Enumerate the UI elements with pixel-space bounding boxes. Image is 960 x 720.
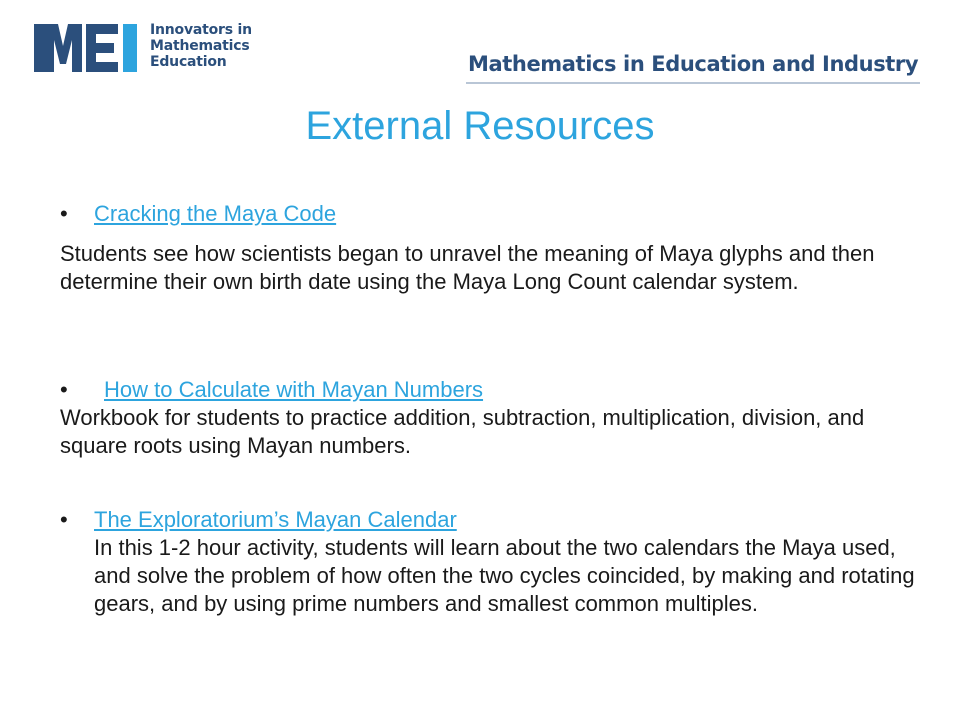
resource-link-3[interactable]: The Exploratorium’s Mayan Calendar bbox=[94, 507, 457, 532]
resource-item-3 bbox=[60, 506, 920, 618]
logo-line-3: Education bbox=[150, 54, 227, 70]
resource-item-2-heading bbox=[60, 376, 920, 404]
logo-line-1: Innovators in bbox=[150, 22, 252, 38]
resource-description-1: Students see how scientists began to unravel the meaning of Maya glyphs and then determine their own birth date using the Maya Long Count calendar system. bbox=[60, 241, 875, 294]
logo-line-2: Mathematics bbox=[150, 38, 250, 54]
bullet-icon: • bbox=[60, 377, 68, 402]
header-tagline: Mathematics in Education and Industry bbox=[468, 52, 919, 76]
page-title: External Resources bbox=[305, 104, 655, 148]
mei-logo-mark bbox=[34, 24, 142, 72]
resource-description-2: Workbook for students to practice addition, subtraction, multiplication, division, and square roots using Mayan numbers. bbox=[60, 405, 865, 458]
bullet-icon: • bbox=[60, 507, 68, 532]
resource-link-2[interactable]: How to Calculate with Mayan Numbers bbox=[104, 377, 484, 402]
logo-text bbox=[150, 22, 252, 70]
mei-logo bbox=[34, 24, 252, 72]
bullet-icon: • bbox=[60, 201, 68, 226]
resource-item-3-heading bbox=[60, 506, 920, 534]
slide-header bbox=[0, 0, 960, 90]
resource-item-1 bbox=[60, 200, 336, 228]
resource-link-1[interactable]: Cracking the Maya Code bbox=[94, 201, 337, 226]
resource-description-3: In this 1-2 hour activity, students will learn about the two calendars the Maya used, and solve the problem of how often the two cycles coincided, by making and rotating gears, and by using prime numbers and smallest common multiples. bbox=[94, 535, 915, 616]
resource-item-2 bbox=[60, 376, 920, 460]
resource-item-1-heading bbox=[60, 200, 336, 228]
header-divider bbox=[466, 82, 920, 84]
